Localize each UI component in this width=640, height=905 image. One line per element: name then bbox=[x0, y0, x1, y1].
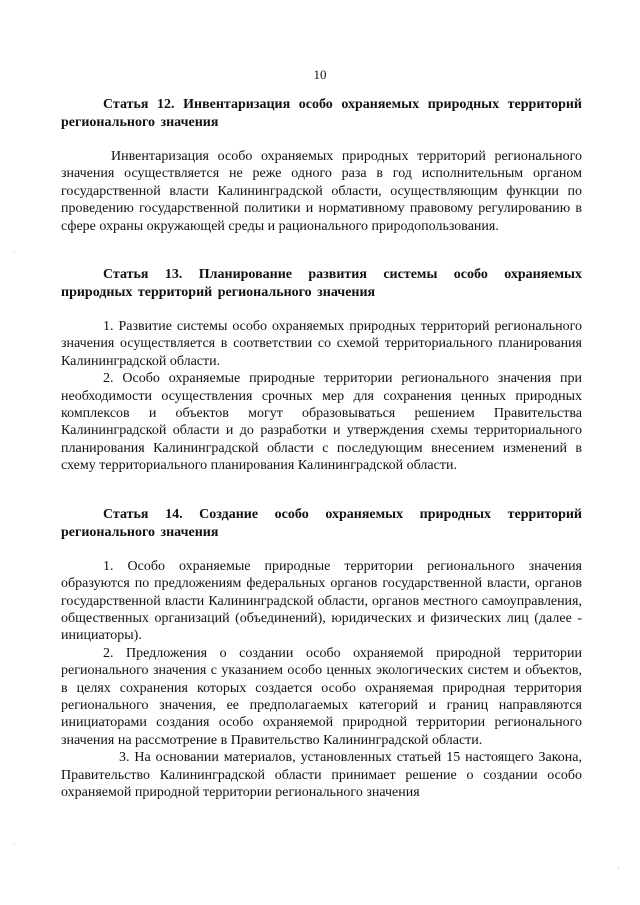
article-12 bbox=[61, 96, 582, 235]
document-body bbox=[61, 96, 582, 814]
scan-speck bbox=[14, 252, 15, 253]
article-13 bbox=[61, 266, 582, 475]
article-paragraph: Инвентаризация особо охраняемых природных территорий регионального значения осуществляется не реже одного раза в год исполнительным органом государственной власти Калининградской области, осуществляющим функции по проведению государственной политики и нормативному правовому регулированию в сфере охраны окружающей среды и рационального природопользования. bbox=[61, 149, 582, 234]
section-spacer bbox=[61, 248, 582, 266]
article-paragraph: 2. Особо охраняемые природные территории регионального значения при необходимости осуществления срочных мер для сохранения ценных природных комплексов и объектов могут образовываться решением Правительства Калининградской области и до разработки и утверждения схемы территориального планирования Калининградской области с последующим внесением изменений в схему территориального планирования Калининградской области. bbox=[61, 371, 582, 474]
section-spacer bbox=[61, 488, 582, 506]
article-heading: Статья 14. Создание особо охраняемых природных территорий регионального значения bbox=[61, 506, 582, 540]
article-paragraph: 3. На основании материалов, установленных статьей 15 настоящего Закона, Правительство Калининградской области принимает решение о создании особо охраняемой природной территории регионального значения bbox=[61, 750, 582, 800]
article-paragraph: 1. Особо охраняемые природные территории регионального значения образуются по предложениям федеральных органов государственной власти, органов государственной власти Калининградской области, органов местного самоуправления, общественных организаций (объединений), юридических и физических лиц (далее - инициаторы). bbox=[61, 558, 582, 644]
article-paragraph: 2. Предложения о создании особо охраняемой природной территории регионального значения с указанием особо ценных экологических систем и объектов, в целях сохранения которых создается особо охраняемая природная территория регионального значения, ее предполагаемых категорий и границ направляются инициаторами создания особо охраняемой природной территории регионального значения на рассмотрение в Правительство Калининградской области. bbox=[61, 645, 582, 748]
scan-speck bbox=[14, 843, 15, 844]
article-heading: Статья 12. Инвентаризация особо охраняемых природных территорий регионального значения bbox=[61, 97, 582, 130]
article-14 bbox=[61, 506, 582, 802]
page-number: 10 bbox=[313, 67, 327, 82]
article-paragraph: 1. Развитие системы особо охраняемых природных территорий регионального значения осуществляется в соответствии со схемой территориального планирования Калининградской области. bbox=[61, 319, 582, 369]
scan-speck bbox=[618, 868, 619, 869]
article-heading: Статья 13. Планирование развития системы особо охраняемых природных территорий регионального значения bbox=[61, 267, 582, 301]
